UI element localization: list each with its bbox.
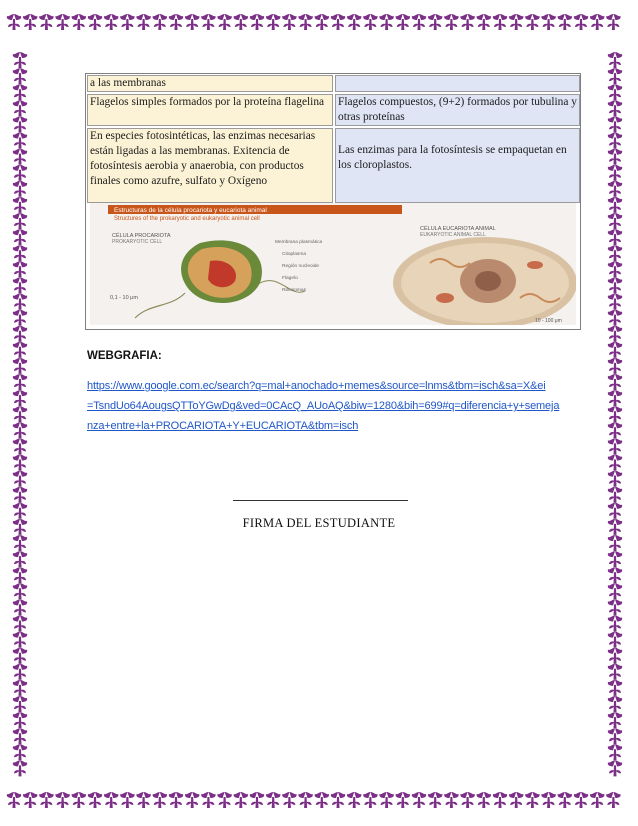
ornament-icon [608, 599, 622, 615]
ornament-icon [120, 792, 134, 808]
ornament-icon [13, 84, 27, 100]
ornament-icon [608, 760, 622, 776]
signature-line [233, 500, 408, 501]
ornament-icon [13, 245, 27, 261]
ornament-icon [608, 133, 622, 149]
ornament-icon [608, 342, 622, 358]
ornament-icon [608, 181, 622, 197]
webgrafia-link-line-1[interactable]: https://www.google.com.ec/search?q=mal+anochado+memes&source=lnms&tbm=isch&sa=X&ei [87, 380, 546, 392]
ornament-icon [217, 792, 231, 808]
ornament-icon [331, 792, 345, 808]
ornament-icon [444, 792, 458, 808]
webgrafia-link-line-3[interactable]: nza+entre+la+PROCARIOTA+Y+EUCARIOTA&tbm=isch [87, 420, 359, 432]
ornament-icon [55, 14, 69, 30]
ornament-icon [13, 390, 27, 406]
ornament-icon [153, 792, 167, 808]
ornament-icon [608, 406, 622, 422]
ornament-icon [201, 792, 215, 808]
ornament-icon [608, 261, 622, 277]
eukaryote-sublabel: EUKARYOTIC ANIMAL CELL [420, 232, 486, 238]
ornament-icon [13, 310, 27, 326]
ornament-icon [444, 14, 458, 30]
ornament-icon [509, 14, 523, 30]
ornament-icon [13, 535, 27, 551]
ornament-icon [608, 100, 622, 116]
ornament-icon [331, 14, 345, 30]
ornament-icon [13, 632, 27, 648]
ornament-icon [525, 792, 539, 808]
ornament-icon [120, 14, 134, 30]
right-ornament-border [601, 0, 629, 826]
ornament-icon [39, 14, 53, 30]
ornament-icon [39, 792, 53, 808]
ornament-icon [136, 792, 150, 808]
figure-title: Estructuras de la célula procariota y eucariota animal [114, 207, 267, 214]
ornament-icon [13, 374, 27, 390]
ornament-icon [347, 792, 361, 808]
figure-label: Ribosomas [282, 288, 306, 293]
ornament-icon [608, 326, 622, 342]
ornament-icon [185, 14, 199, 30]
ornament-icon [13, 294, 27, 310]
ornament-icon [493, 792, 507, 808]
ornament-icon [13, 728, 27, 744]
ornament-icon [608, 616, 622, 632]
ornament-icon [13, 760, 27, 776]
ornament-icon [13, 342, 27, 358]
ornament-icon [13, 277, 27, 293]
ornament-icon [608, 84, 622, 100]
prokaryote-sublabel: PROKARYOTIC CELL [112, 239, 163, 245]
ornament-icon [13, 648, 27, 664]
ornament-icon [13, 487, 27, 503]
ornament-icon [608, 165, 622, 181]
ornament-icon [13, 165, 27, 181]
figure-label: Flagelo [282, 276, 298, 281]
eukaryote-label: CÉLULA EUCARIOTA ANIMAL [420, 226, 496, 232]
ornament-icon [13, 406, 27, 422]
ornament-icon [608, 277, 622, 293]
ornament-icon [363, 14, 377, 30]
ornament-icon [608, 680, 622, 696]
ornament-icon [13, 133, 27, 149]
ornament-icon [13, 471, 27, 487]
ornament-icon [13, 664, 27, 680]
ornament-icon [608, 728, 622, 744]
ornament-icon [250, 792, 264, 808]
ornament-icon [608, 245, 622, 261]
ornament-icon [13, 696, 27, 712]
eukaryote-scale: 10 - 100 μm [535, 318, 562, 324]
ornament-icon [169, 14, 183, 30]
ornament-icon [608, 358, 622, 374]
ornament-icon [13, 438, 27, 454]
ornament-icon [608, 487, 622, 503]
ornament-icon [234, 14, 248, 30]
ornament-icon [608, 197, 622, 213]
cell-illustration [90, 203, 576, 325]
ornament-icon [13, 358, 27, 374]
ornament-icon [104, 14, 118, 30]
ornament-icon [153, 14, 167, 30]
ornament-icon [347, 14, 361, 30]
ornament-icon [608, 52, 622, 68]
ornament-icon [608, 696, 622, 712]
ornament-icon [428, 792, 442, 808]
ornament-icon [379, 792, 393, 808]
ornament-icon [13, 100, 27, 116]
ornament-icon [72, 792, 86, 808]
ornament-icon [298, 14, 312, 30]
ornament-icon [608, 116, 622, 132]
ornament-icon [13, 181, 27, 197]
figure-label: Membrana plasmática [275, 240, 323, 245]
ornament-icon [217, 14, 231, 30]
ornament-icon [460, 14, 474, 30]
ornament-icon [608, 149, 622, 165]
ornament-icon [574, 14, 588, 30]
ornament-icon [608, 438, 622, 454]
ornament-icon [185, 792, 199, 808]
ornament-icon [315, 14, 329, 30]
ornament-icon [13, 261, 27, 277]
ornament-icon [412, 14, 426, 30]
ornament-icon [13, 68, 27, 84]
ornament-icon [234, 792, 248, 808]
prokaryote-scale: 0,1 - 10 μm [110, 295, 138, 301]
ornament-icon [574, 792, 588, 808]
webgrafia-link-line-2[interactable]: =TsndUo64AougsQTToYGwDg&ved=0CAcQ_AUoAQ&biw=1280&bih=699#q=diferencia+y+semeja [87, 400, 560, 412]
ornament-icon [608, 68, 622, 84]
ornament-icon [13, 326, 27, 342]
ornament-icon [13, 229, 27, 245]
cell-comparison-figure [90, 203, 576, 325]
ornament-icon [282, 14, 296, 30]
ornament-icon [608, 744, 622, 760]
ornament-icon [608, 648, 622, 664]
ornament-icon [525, 14, 539, 30]
ornament-icon [136, 14, 150, 30]
ornament-icon [13, 422, 27, 438]
ornament-icon [412, 792, 426, 808]
webgrafia-heading: WEBGRAFIA: [87, 350, 162, 362]
ornament-icon [608, 551, 622, 567]
ornament-icon [13, 712, 27, 728]
ornament-icon [250, 14, 264, 30]
ornament-icon [608, 583, 622, 599]
table-cell-left: a las membranas [87, 75, 333, 92]
ornament-icon [608, 294, 622, 310]
ornament-icon [13, 116, 27, 132]
ornament-icon [541, 792, 555, 808]
ornament-icon [55, 792, 69, 808]
ornament-icon [608, 471, 622, 487]
ornament-icon [460, 792, 474, 808]
ornament-icon [379, 14, 393, 30]
ornament-icon [13, 551, 27, 567]
ornament-icon [282, 792, 296, 808]
ornament-icon [298, 792, 312, 808]
ornament-icon [608, 712, 622, 728]
ornament-icon [13, 583, 27, 599]
ornament-icon [608, 664, 622, 680]
ornament-icon [608, 567, 622, 583]
ornament-icon [608, 390, 622, 406]
ornament-icon [608, 310, 622, 326]
ornament-icon [558, 792, 572, 808]
ornament-icon [266, 14, 280, 30]
ornament-icon [13, 213, 27, 229]
ornament-icon [13, 197, 27, 213]
ornament-icon [428, 14, 442, 30]
ornament-icon [104, 792, 118, 808]
ornament-icon [13, 52, 27, 68]
ornament-icon [608, 422, 622, 438]
bottom-ornament-border [0, 786, 638, 814]
table-cell-right [335, 75, 580, 92]
ornament-icon [13, 744, 27, 760]
table-cell-left: En especies fotosintéticas, las enzimas necesarias están ligadas a las membranas. Exitencia de fotosíntesis aerobia y anaerobia, con productos finales como azufre, sulfato y Oxígeno [87, 128, 333, 203]
ornament-icon [558, 14, 572, 30]
ornament-icon [13, 616, 27, 632]
signature-label: FIRMA DEL ESTUDIANTE [242, 516, 396, 530]
ornament-icon [608, 632, 622, 648]
ornament-icon [608, 213, 622, 229]
ornament-icon [266, 792, 280, 808]
ornament-icon [13, 455, 27, 471]
ornament-icon [608, 455, 622, 471]
ornament-icon [509, 792, 523, 808]
ornament-icon [363, 792, 377, 808]
ornament-icon [608, 374, 622, 390]
ornament-icon [608, 535, 622, 551]
ornament-icon [396, 14, 410, 30]
figure-label: Citoplasma [282, 252, 306, 257]
ornament-icon [477, 792, 491, 808]
ornament-icon [13, 680, 27, 696]
table-cell-left: Flagelos simples formados por la proteína flagelina [87, 94, 333, 126]
ornament-icon [13, 599, 27, 615]
figure-subtitle: Structures of the prokaryotic and eukaryotic animal cell [114, 216, 260, 222]
ornament-icon [315, 792, 329, 808]
prokaryote-label: CÉLULA PROCARIOTA [112, 233, 171, 239]
ornament-icon [477, 14, 491, 30]
ornament-icon [13, 149, 27, 165]
figure-label: Región nucleoide [282, 264, 320, 269]
ornament-icon [396, 792, 410, 808]
ornament-icon [169, 792, 183, 808]
ornament-icon [493, 14, 507, 30]
ornament-icon [608, 229, 622, 245]
ornament-icon [88, 792, 102, 808]
ornament-icon [72, 14, 86, 30]
table-cell-right: Flagelos compuestos, (9+2) formados por tubulina y otras proteínas [335, 94, 580, 126]
ornament-icon [13, 567, 27, 583]
left-ornament-border [6, 0, 34, 826]
top-ornament-border [0, 8, 638, 36]
ornament-icon [201, 14, 215, 30]
ornament-icon [88, 14, 102, 30]
ornament-icon [541, 14, 555, 30]
table-cell-right: Las enzimas para la fotosíntesis se empaquetan en los cloroplastos. [335, 128, 580, 203]
